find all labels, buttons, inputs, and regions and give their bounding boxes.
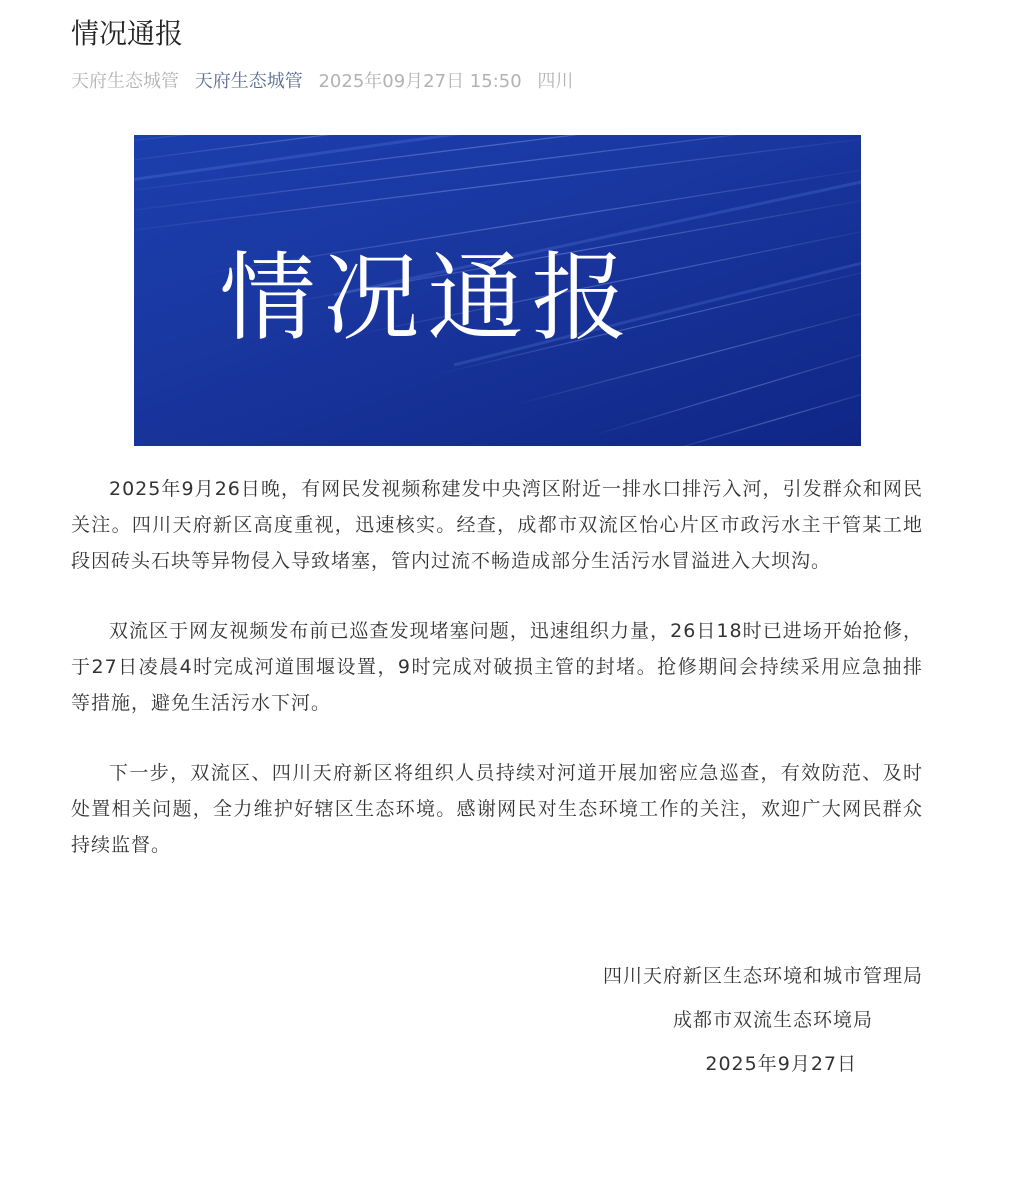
signature-org-2: 成都市双流生态环境局 <box>672 1009 873 1031</box>
article-body <box>71 471 923 897</box>
article-title: 情况通报 <box>71 17 184 50</box>
signature-org-1: 四川天府新区生态环境和城市管理局 <box>602 965 923 987</box>
meta-location: 四川 <box>537 71 574 92</box>
article-meta <box>71 68 583 96</box>
paragraph-1: 2025年9月26日晚，有网民发视频称建发中央湾区附近一排水口排污入河，引发群众和网民关注。四川天府新区高度重视，迅速核实。经查，成都市双流区怡心片区市政污水主干管某工地段因砖头石块等异物侵入导致堵塞，管内过流不畅造成部分生活污水冒溢进入大坝沟。 <box>71 478 923 572</box>
banner-title: 情况通报 <box>219 242 636 354</box>
paragraph-3: 下一步，双流区、四川天府新区将组织人员持续对河道开展加密应急巡查，有效防范、及时处置相关问题，全力维护好辖区生态环境。感谢网民对生态环境工作的关注，欢迎广大网民群众持续监督。 <box>71 762 923 856</box>
paragraph-2: 双流区于网友视频发布前已巡查发现堵塞问题，迅速组织力量，26日18时已进场开始抢修，于27日凌晨4时完成河道围堰设置，9时完成对破损主管的封堵。抢修期间会持续采用应急抽排等措施，避免生活污水下河。 <box>71 620 923 714</box>
meta-account-link[interactable]: 天府生态城管 <box>194 71 303 92</box>
meta-source: 天府生态城管 <box>71 71 179 92</box>
signature-date: 2025年9月27日 <box>705 1053 857 1075</box>
signature-block <box>71 954 923 1086</box>
meta-datetime: 2025年09月27日 15:50 <box>318 71 522 92</box>
banner-image[interactable] <box>134 135 861 446</box>
